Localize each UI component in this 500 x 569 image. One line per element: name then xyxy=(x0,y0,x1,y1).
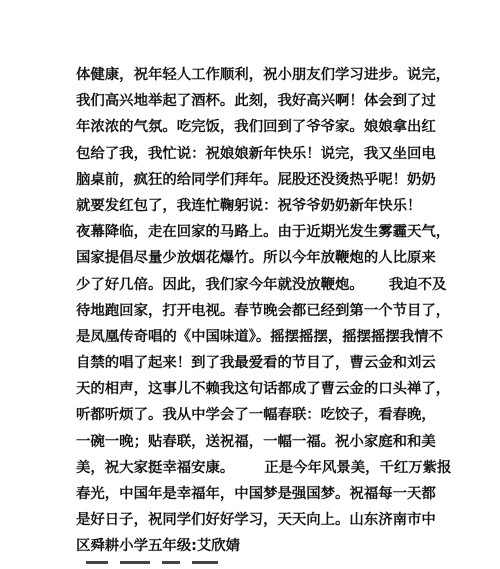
text-line: 包给了我，我忙说：祝娘娘新年快乐！说完，我又坐回电 xyxy=(76,145,436,162)
text-line: 待地跑回家，打开电视。春节晚会都已经到第一个节目了， xyxy=(76,302,451,319)
text-line: 自禁的唱了起来！到了我最爱看的节目了，曹云金和刘云 xyxy=(76,355,436,372)
text-line: 国家提倡尽量少放烟花爆竹。所以今年放鞭炮的人比原来 xyxy=(76,250,436,267)
text-line: 脑桌前，疯狂的给同学们拜年。屁股还没烫热乎呢！奶奶 xyxy=(76,171,436,188)
cut-off-glyph xyxy=(162,561,180,564)
cut-off-glyph xyxy=(120,561,150,564)
text-line: 区舜耕小学五年级:艾欣婧 xyxy=(76,538,241,555)
cut-off-next-line xyxy=(86,555,266,569)
text-line: 是凤凰传奇唱的《中国味道》。摇摆摇摆，摇摆摇摆我情不 xyxy=(76,328,443,345)
text-line: 就要发红包了，我连忙鞠躬说：祝爷爷奶奶新年快乐！ xyxy=(76,197,422,214)
text-line: 我们高兴地举起了酒杯。此刻，我好高兴啊！体会到了过 xyxy=(76,93,436,110)
cut-off-glyph xyxy=(86,561,108,564)
text-line: 听都听烦了。我从中学会了一幅春联：吃饺子，看春晚， xyxy=(76,407,436,424)
text-line: 少了好几倍。因此，我们家今年就没放鞭炮。 我迫不及 xyxy=(76,276,447,293)
text-line: 天的相声，这事儿不赖我这句话都成了曹云金的口头禅了， xyxy=(76,381,451,398)
text-line: 体健康，祝年轻人工作顺利，祝小朋友们学习进步。说完， xyxy=(76,67,451,83)
essay-body xyxy=(76,62,452,560)
text-line: 年浓浓的气氛。吃完饭，我们回到了爷爷家。娘娘拿出红 xyxy=(76,119,436,136)
text-line: 春光，中国年是幸福年，中国梦是强国梦。祝福每一天都 xyxy=(76,486,436,502)
text-line: 美，祝大家挺幸福安康。 正是今年风景美，千红万紫报 xyxy=(76,459,452,476)
cut-off-glyph xyxy=(192,561,218,564)
text-line: 夜幕降临，走在回家的马路上。由于近期光发生雾霾天气， xyxy=(76,224,451,241)
text-line: 一碗一晚；贴春联，送祝福，一幅一福。祝小家庭和和美 xyxy=(76,433,436,450)
text-line: 是好日子，祝同学们好好学习，天天向上。山东济南市中 xyxy=(76,512,436,529)
